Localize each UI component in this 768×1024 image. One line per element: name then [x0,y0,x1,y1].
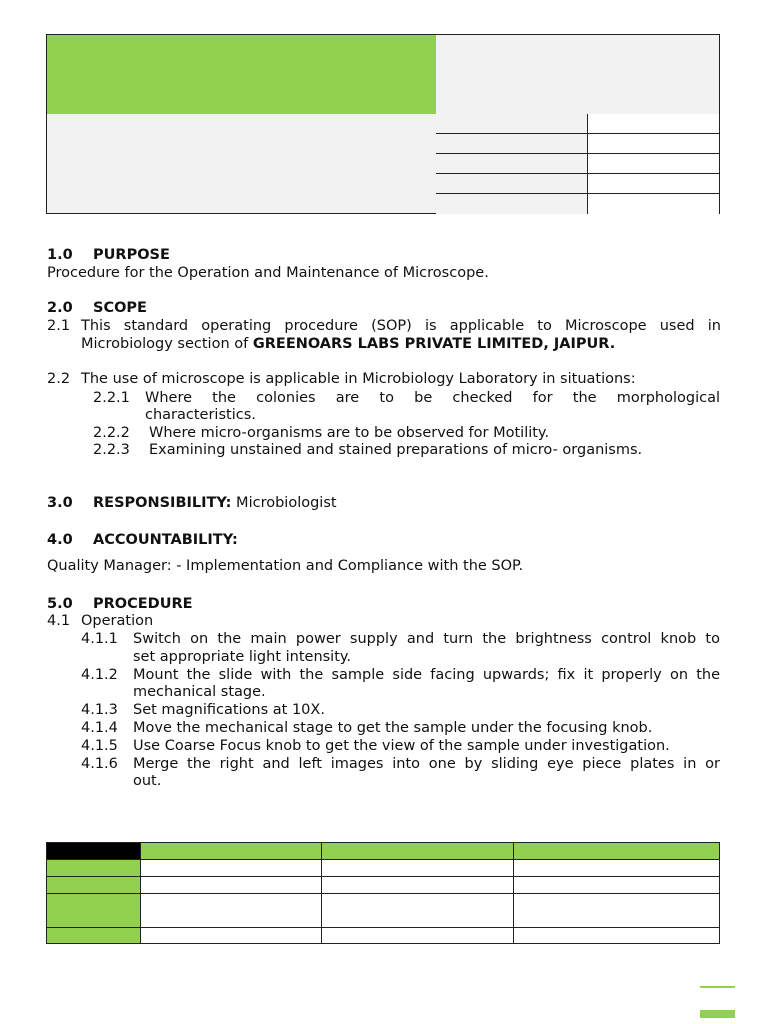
procedure-step-4-1-5: 4.1.5 Use Coarse Focus knob to get the view of the sample under investigation. [81,738,670,754]
procedure-step-4-1-3: 4.1.3 Set magnifications at 10X. [81,702,325,718]
scope-sub-2-2-3: 2.2.3 Examining unstained and stained preparations of micro- organisms. [93,442,643,458]
section-procedure-heading: 5.0 PROCEDURE [47,596,193,612]
procedure-step-4-1-2-continued: mechanical stage. [133,684,266,700]
section-purpose-text: Procedure for the Operation and Maintenance of Microscope. [47,265,489,281]
scope-item-2-2: 2.2 The use of microscope is applicable in Microbiology Laboratory in situations: [47,371,636,387]
document-header-table [46,34,720,214]
footer-accent-bar [700,1010,735,1018]
section-accountability-heading: 4.0 ACCOUNTABILITY: [47,532,238,548]
scope-item-2-1-continued: Microbiology section of GREENOARS LABS PRIVATE LIMITED, JAIPUR. [81,336,616,352]
header-title-cell [436,35,719,115]
procedure-step-4-1-1-continued: set appropriate light intensity. [133,649,352,665]
section-purpose-heading: 1.0 PURPOSE [47,247,170,263]
scope-sub-2-2-1-continued: characteristics. [145,407,256,423]
section-scope-heading: 2.0 SCOPE [47,300,147,316]
section-accountability-text: Quality Manager: - Implementation and Compliance with the SOP. [47,558,524,574]
procedure-step-4-1-6-continued: out. [133,773,162,789]
procedure-step-4-1-2: 4.1.2 Mount the slide with the sample side facing upwards; fix it properly on the [81,667,720,683]
procedure-step-4-1-1: 4.1.1 Switch on the main power supply and turn the brightness control knob to [81,631,720,647]
footer-approval-table [46,842,720,944]
scope-sub-2-2-2: 2.2.2 Where micro-organisms are to be observed for Motility. [93,425,550,441]
procedure-sub-heading: 4.1 Operation [47,613,154,629]
footer-accent-line [700,986,735,988]
scope-sub-2-2-1: 2.2.1 Where the colonies are to be checked for the morphological [93,390,720,406]
procedure-step-4-1-4: 4.1.4 Move the mechanical stage to get the sample under the focusing knob. [81,720,653,736]
scope-item-2-1: 2.1 This standard operating procedure (SOP) is applicable to Microscope used in [47,318,721,334]
section-responsibility: 3.0 RESPONSIBILITY: Microbiologist [47,495,337,511]
procedure-step-4-1-6: 4.1.6 Merge the right and left images into one by sliding eye piece plates in or [81,756,720,772]
header-logo-cell [47,35,437,115]
header-meta-grid [436,114,719,213]
header-info-cell [47,114,437,213]
